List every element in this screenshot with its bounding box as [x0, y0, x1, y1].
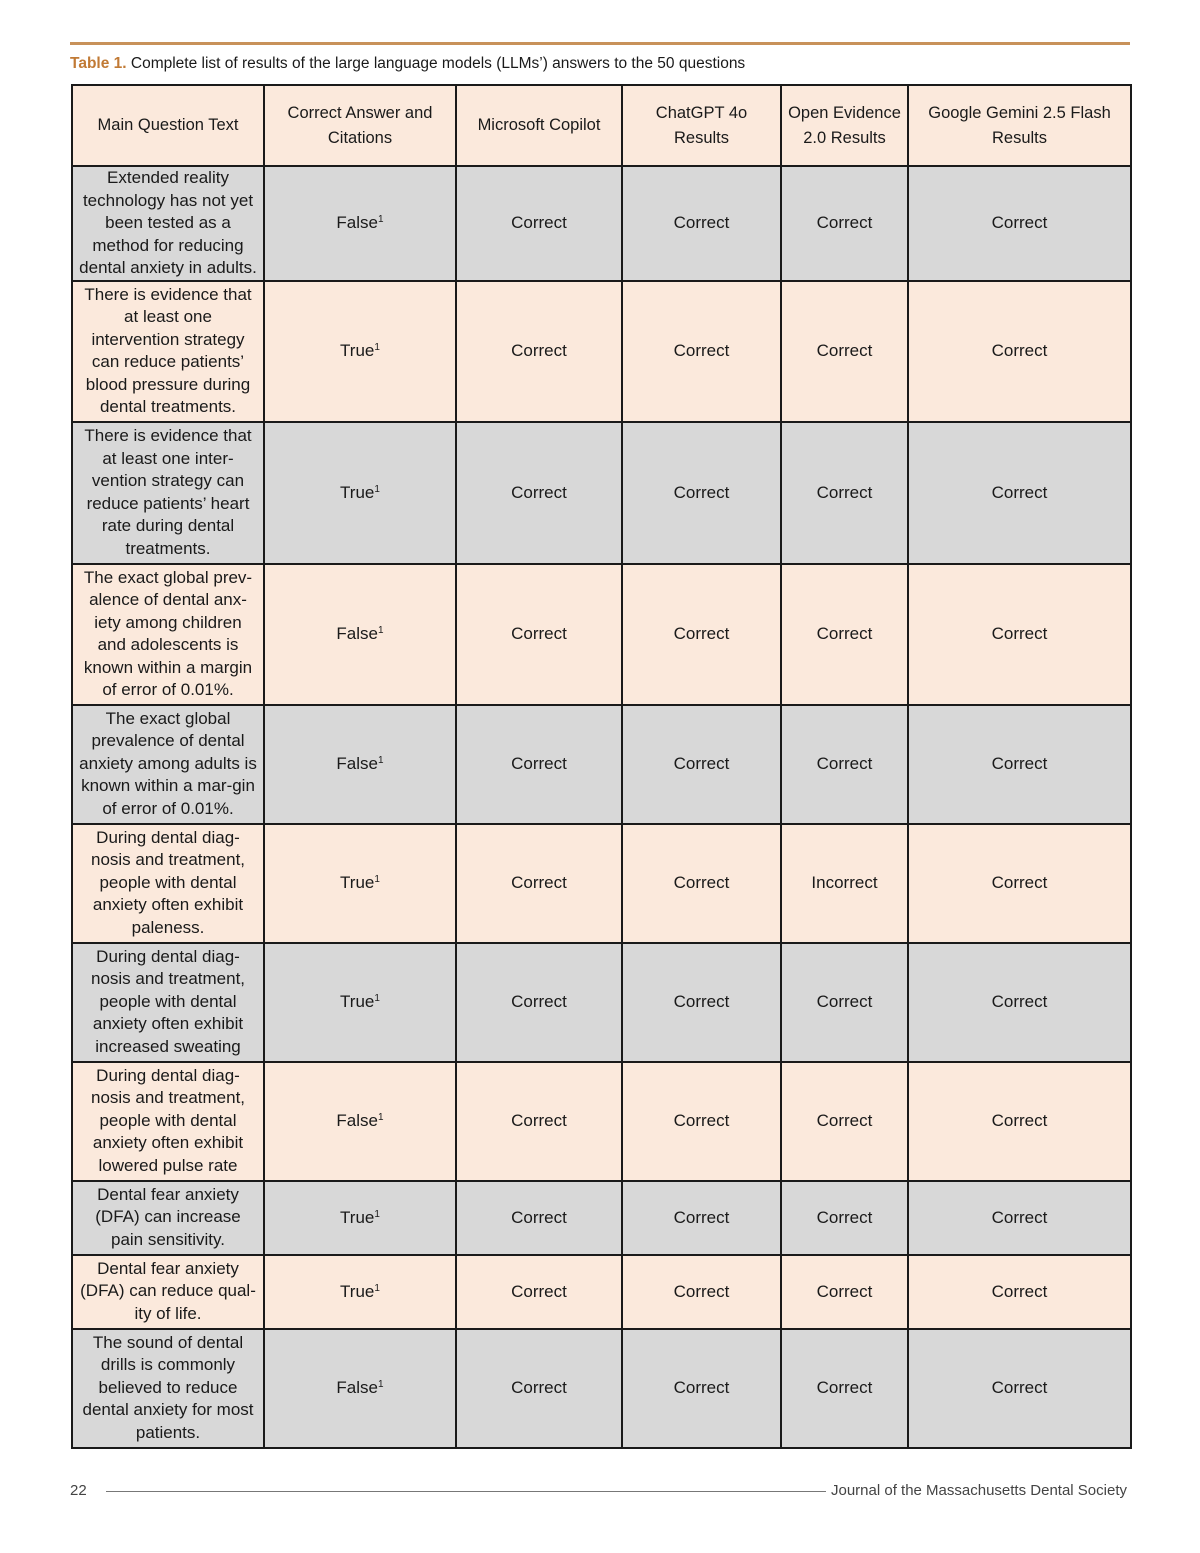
chatgpt-result: Correct	[622, 564, 781, 705]
question-cell: Dental fear anxiety (DFA) can reduce qual-ity of life.	[72, 1255, 264, 1329]
table-row	[72, 1255, 1131, 1329]
header-gemini: Google Gemini 2.5 Flash Results	[908, 85, 1131, 166]
citation-ref: 1	[378, 1379, 384, 1390]
chatgpt-result: Correct	[622, 1062, 781, 1181]
question-cell: Extended reality technology has not yet been tested as a method for reducing dental anxiety in adults.	[72, 166, 264, 281]
answer-cell	[264, 824, 456, 943]
gemini-result: Correct	[908, 166, 1131, 281]
table-row	[72, 166, 1131, 281]
gemini-result: Correct	[908, 1062, 1131, 1181]
answer-text: True	[340, 341, 375, 360]
question-cell: During dental diag-nosis and treatment, people with dental anxiety often exhibit paleness.	[72, 824, 264, 943]
gemini-result: Correct	[908, 1255, 1131, 1329]
answer-text: True	[340, 1207, 375, 1227]
citation-ref: 1	[374, 483, 380, 495]
chatgpt-result: Correct	[622, 943, 781, 1062]
answer-cell	[264, 281, 456, 422]
footer-rule	[106, 1491, 826, 1492]
page-number: 22	[70, 1482, 87, 1499]
table-row	[72, 564, 1131, 705]
gemini-result: Correct	[908, 943, 1131, 1062]
header-main-question: Main Question Text	[72, 85, 264, 166]
question-cell: During dental diag-nosis and treatment, people with dental anxiety often exhibit lowered pulse rate	[72, 1062, 264, 1181]
openevidence-result: Correct	[781, 281, 908, 422]
citation-ref: 1	[374, 342, 380, 353]
chatgpt-result: Correct	[622, 422, 781, 564]
openevidence-result: Correct	[781, 943, 908, 1062]
openevidence-result: Correct	[781, 564, 908, 705]
gemini-result: Correct	[908, 1181, 1131, 1255]
gemini-result: Correct	[908, 422, 1131, 564]
gemini-result: Correct	[908, 824, 1131, 943]
caption-text: Complete list of results of the large language models (LLMs’) answers to the 50 questions	[130, 55, 746, 72]
gemini-result: Correct	[908, 705, 1131, 824]
chatgpt-result: Correct	[622, 824, 781, 943]
openevidence-result: Correct	[781, 166, 908, 281]
question-cell: The exact global prevalence of dental anxiety among adults is known within a mar-gin of error of 0.01%.	[72, 705, 264, 824]
gemini-result: Correct	[908, 281, 1131, 422]
openevidence-result: Correct	[781, 1329, 908, 1448]
question-cell: There is evidence that at least one intervention strategy can reduce patients’ blood pressure during dental treatments.	[72, 281, 264, 422]
answer-cell	[264, 422, 456, 564]
table-caption	[70, 55, 745, 73]
answer-text: True	[340, 1281, 375, 1301]
header-copilot: Microsoft Copilot	[456, 85, 622, 166]
answer-text: True	[340, 482, 375, 502]
question-cell: The sound of dental drills is commonly believed to reduce dental anxiety for most patients.	[72, 1329, 264, 1448]
copilot-result: Correct	[456, 824, 622, 943]
citation-ref: 1	[378, 625, 384, 636]
answer-text: False	[336, 1378, 378, 1397]
citation-ref: 1	[378, 214, 384, 226]
table-row	[72, 1062, 1131, 1181]
table-row	[72, 705, 1131, 824]
copilot-result: Correct	[456, 705, 622, 824]
citation-ref: 1	[378, 1112, 384, 1123]
header-correct-answer: Correct Answer and Citations	[264, 85, 456, 166]
openevidence-result: Correct	[781, 422, 908, 564]
answer-cell	[264, 1062, 456, 1181]
chatgpt-result: Correct	[622, 166, 781, 281]
question-cell: During dental diag-nosis and treatment, people with dental anxiety often exhibit increased sweating	[72, 943, 264, 1062]
journal-name: Journal of the Massachusetts Dental Society	[831, 1482, 1127, 1499]
answer-cell	[264, 705, 456, 824]
answer-cell	[264, 943, 456, 1062]
chatgpt-result: Correct	[622, 1181, 781, 1255]
copilot-result: Correct	[456, 1329, 622, 1448]
table-row	[72, 281, 1131, 422]
answer-cell	[264, 166, 456, 281]
chatgpt-result: Correct	[622, 1255, 781, 1329]
answer-cell	[264, 1255, 456, 1329]
table-body	[72, 166, 1131, 1448]
answer-text: True	[340, 992, 375, 1011]
citation-ref: 1	[378, 755, 384, 766]
answer-cell	[264, 1329, 456, 1448]
copilot-result: Correct	[456, 1062, 622, 1181]
header-row	[72, 85, 1131, 166]
copilot-result: Correct	[456, 281, 622, 422]
header-chatgpt: ChatGPT 4o Results	[622, 85, 781, 166]
gemini-result: Correct	[908, 1329, 1131, 1448]
copilot-result: Correct	[456, 1181, 622, 1255]
question-cell: There is evidence that at least one inter-vention strategy can reduce patients’ heart rate during dental treatments.	[72, 422, 264, 564]
chatgpt-result: Correct	[622, 1329, 781, 1448]
page-footer	[70, 1482, 1130, 1502]
table-row	[72, 1181, 1131, 1255]
citation-ref: 1	[374, 1208, 380, 1220]
answer-text: False	[336, 624, 378, 643]
chatgpt-result: Correct	[622, 281, 781, 422]
table-row	[72, 943, 1131, 1062]
openevidence-result: Correct	[781, 1181, 908, 1255]
answer-text: False	[336, 1111, 378, 1130]
question-cell: The exact global prev-alence of dental anx-iety among children and adolescents is known within a margin of error of 0.01%.	[72, 564, 264, 705]
copilot-result: Correct	[456, 943, 622, 1062]
header-openevidence: Open Evidence 2.0 Results	[781, 85, 908, 166]
table-row	[72, 824, 1131, 943]
openevidence-result: Correct	[781, 705, 908, 824]
answer-cell	[264, 564, 456, 705]
table-row	[72, 1329, 1131, 1448]
openevidence-result: Incorrect	[781, 824, 908, 943]
caption-label: Table 1.	[70, 55, 127, 72]
copilot-result: Correct	[456, 564, 622, 705]
answer-text: False	[336, 754, 378, 773]
openevidence-result: Correct	[781, 1062, 908, 1181]
results-table	[71, 84, 1132, 1449]
chatgpt-result: Correct	[622, 705, 781, 824]
question-cell: Dental fear anxiety (DFA) can increase pain sensitivity.	[72, 1181, 264, 1255]
copilot-result: Correct	[456, 422, 622, 564]
citation-ref: 1	[374, 1282, 380, 1294]
citation-ref: 1	[374, 874, 380, 885]
top-rule	[70, 42, 1130, 45]
openevidence-result: Correct	[781, 1255, 908, 1329]
answer-text: False	[336, 213, 378, 233]
citation-ref: 1	[374, 993, 380, 1004]
answer-cell	[264, 1181, 456, 1255]
answer-text: True	[340, 873, 375, 892]
copilot-result: Correct	[456, 1255, 622, 1329]
table-row	[72, 422, 1131, 564]
gemini-result: Correct	[908, 564, 1131, 705]
copilot-result: Correct	[456, 166, 622, 281]
